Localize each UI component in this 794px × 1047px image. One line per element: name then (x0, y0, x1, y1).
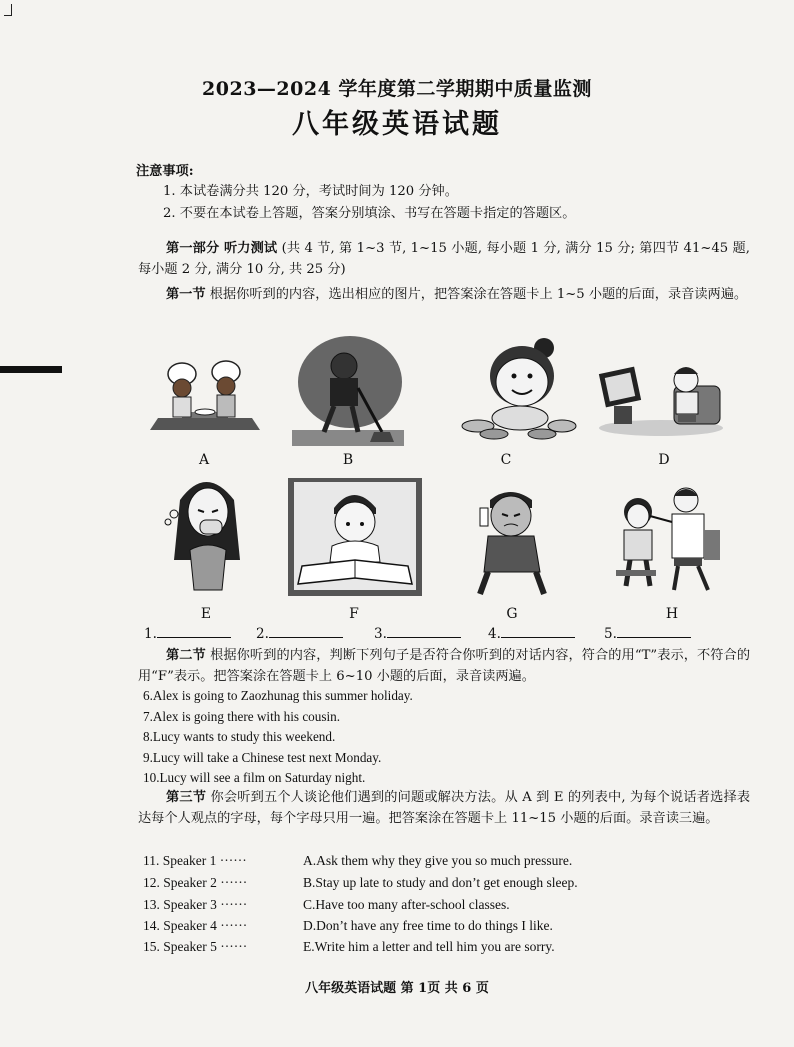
section1-label: 第一节 (166, 287, 206, 302)
corner-crop-mark (4, 4, 12, 16)
note-item: 2. 不要在本试卷上答题，答案分别填涂、书写在答题卡指定的答题区。 (163, 206, 576, 221)
answer-blank-5: 5. (604, 625, 691, 642)
picture-label-c: C (500, 452, 512, 468)
sick-boy-icon (470, 486, 554, 598)
page-footer: 八年级英语试题 第 1页 共 6 页 (305, 981, 489, 996)
doctor-examining-girl-icon (604, 482, 726, 598)
section1-instructions (138, 284, 750, 305)
speaker-item: 15. Speaker 5 ······ (143, 939, 248, 954)
speaker-item: 13. Speaker 3 ······ (143, 897, 248, 912)
speaker-item: 14. Speaker 4 ······ (143, 918, 248, 933)
question-9: 9.Lucy will take a Chinese test next Monday. (143, 750, 382, 765)
exam-title-line1: 2023—2024 学年度第二学期期中质量监测 (202, 78, 592, 100)
question-6: 6.Alex is going to Zaozhunag this summer holiday. (143, 688, 413, 703)
child-sweeping-floor-icon (288, 332, 408, 450)
boy-watching-tv-icon (594, 352, 728, 438)
option-d: D.Don’t have any free time to do things I like. (303, 918, 553, 933)
section2-label: 第二节 (166, 648, 206, 663)
picture-label-g: G (506, 606, 518, 622)
question-8: 8.Lucy wants to study this weekend. (143, 729, 336, 744)
answer-blank-1: 1. (144, 625, 231, 642)
section2-text: 根据你听到的内容，判断下列句子是否符合你听到的对话内容，符合的用“T”表示，不符合的用“F”表示。把答案涂在答题卡上 6~10 小题的后面，录音读两遍。 (138, 648, 751, 684)
part1-text: (共 4 节, 第 1~3 节, 1~15 小题, 每小题 1 分, 满分 15 分; 第四节 41~45 题, 每小题 2 分, 满分 10 分, 共 25 分) (138, 241, 750, 277)
part1-label: 第一部分 听力测试 (166, 241, 278, 256)
picture-label-f: F (349, 606, 359, 622)
section3-instructions (138, 787, 750, 829)
speaker-item: 11. Speaker 1 ······ (143, 853, 247, 868)
question-10: 10.Lucy will see a film on Saturday night. (143, 770, 366, 785)
section3-text: 你会听到五个人谈论他们遇到的问题或解决方法。从 A 到 E 的列表中, 为每个说话者选择表达每个人观点的字母，每个字母只用一遍。把答案涂在答题卡上 11~15 小题的后面。录音读三遍。 (138, 790, 751, 826)
answer-blank-2: 2. (256, 625, 343, 642)
exam-title-line2: 八年级英语试题 (292, 109, 502, 140)
girl-coughing-icon (160, 470, 254, 602)
part1-instructions (138, 238, 750, 280)
scan-registration-bar (0, 366, 62, 373)
picture-label-b: B (342, 452, 354, 468)
picture-label-a: A (198, 452, 210, 468)
boy-reading-book-icon (288, 478, 422, 596)
answer-blank-3: 3. (374, 625, 461, 642)
speaker-item: 12. Speaker 2 ······ (143, 875, 248, 890)
picture-label-h: H (665, 606, 679, 622)
girl-eating-meal-icon (458, 334, 578, 442)
option-c: C.Have too many after-school classes. (303, 897, 510, 912)
section1-text: 根据你听到的内容，选出相应的图片，把答案涂在答题卡上 1~5 小题的后面，录音读两遍。 (205, 287, 748, 302)
picture-label-d: D (658, 452, 670, 468)
option-b: B.Stay up late to study and don’t get enough sleep. (303, 875, 578, 890)
note-item: 1. 本试卷满分共 120 分，考试时间为 120 分钟。 (163, 184, 458, 199)
picture-label-e: E (200, 606, 212, 622)
notes-heading: 注意事项: (136, 164, 194, 179)
answer-blank-4: 4. (488, 625, 575, 642)
section3-label: 第三节 (166, 790, 207, 805)
two-chefs-cooking-icon (142, 352, 268, 440)
option-e: E.Write him a letter and tell him you are sorry. (303, 939, 555, 954)
option-a: A.Ask them why they give you so much pressure. (303, 853, 573, 868)
question-7: 7.Alex is going there with his cousin. (143, 709, 341, 724)
section2-instructions (138, 645, 750, 687)
